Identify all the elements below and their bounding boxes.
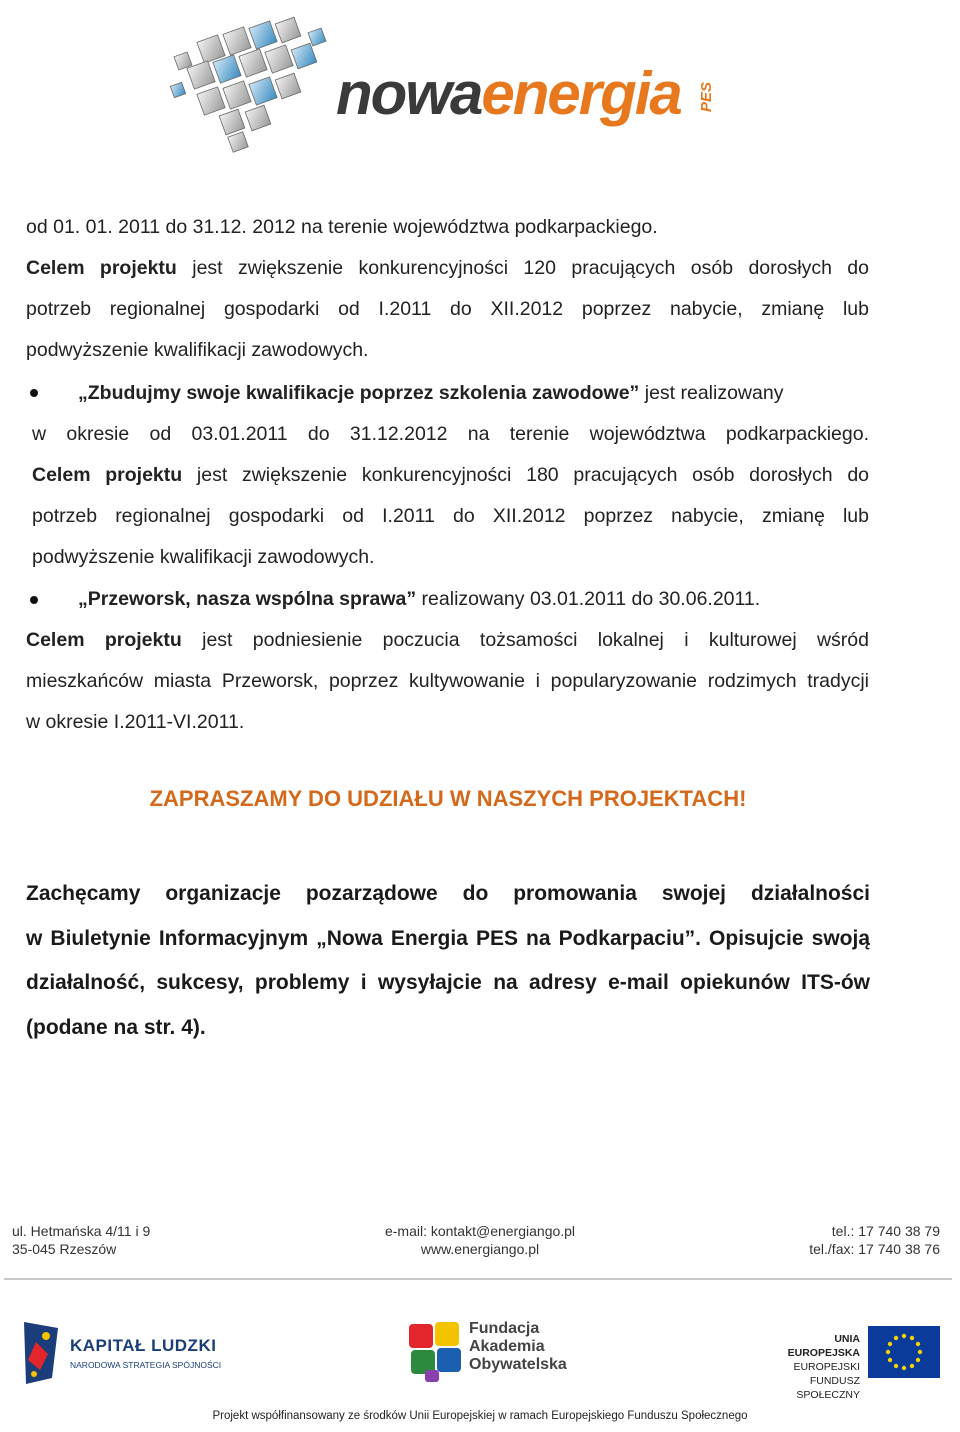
goal-text: jest zwiększenie konkurencyjności 180 pracujących osób dorosłych do — [182, 464, 869, 486]
goal-label: Celem projektu — [32, 464, 183, 486]
footer-fax: tel./fax: 17 740 38 76 — [809, 1241, 940, 1257]
eu-logo — [760, 1326, 950, 1401]
project-3-title: „Przeworsk, nasza wspólna sprawa” — [78, 588, 417, 610]
project-3-title-rest: realizowany 03.01.2011 do 30.06.2011. — [416, 588, 761, 610]
kapital-ludzki-icon — [18, 1318, 66, 1388]
footer-online — [380, 1222, 580, 1258]
text-line: (podane na str. 4). — [26, 1015, 206, 1039]
text-line: w okresie I.2011-VI.2011. — [26, 711, 245, 733]
text-line — [26, 248, 869, 289]
kl-subtitle: NARODOWA STRATEGIA SPÓJNOŚCI — [70, 1360, 222, 1370]
text-line — [78, 373, 868, 414]
goal-text: jest zwiększenie konkurencyjności 120 pracujących osób dorosłych do — [176, 257, 869, 279]
logo-wordmark — [336, 60, 681, 127]
text-line: w okresie od 03.01.2011 do 31.12.2012 na terenie województwa podkarpackiego. — [32, 423, 869, 445]
fundacja-line: Akademia — [469, 1338, 545, 1355]
logo-pes-suffix: PES — [698, 81, 715, 112]
text-line: Zachęcamy organizacje pozarządowe do promowania swojej działalności — [26, 882, 870, 905]
bullet-icon — [30, 596, 38, 604]
text-line: potrzeb regionalnej gospodarki od I.2011 do XII.2012 poprzez nabycie, zmianę lub — [32, 505, 869, 527]
text-line — [26, 620, 869, 661]
paragraph-project-3 — [26, 620, 869, 743]
address-street: ul. Hetmańska 4/11 i 9 — [12, 1223, 151, 1239]
footer-tel: tel.: 17 740 38 79 — [831, 1223, 940, 1239]
paragraph-project-2 — [32, 414, 869, 578]
cofinancing-note: Projekt współfinansowany ze środków Unii Europejskiej w ramach Europejskiego Funduszu Społecznego — [212, 1410, 748, 1422]
logo-word-energia: energia — [481, 60, 681, 127]
text-line — [78, 579, 868, 620]
encourage-paragraph — [26, 872, 870, 1050]
footer-phones — [809, 1222, 940, 1258]
text-line — [32, 455, 869, 496]
text-line: działalność, sukcesy, problemy i wysyłajcie na adresy e-mail opiekunów ITS-ów — [26, 971, 870, 994]
text-line: potrzeb regionalnej gospodarki od I.2011 do XII.2012 poprzez nabycie, zmianę lub — [26, 298, 869, 320]
text-line: podwyższenie kwalifikacji zawodowych. — [26, 339, 369, 361]
fundacja-line: Obywatelska — [469, 1356, 567, 1373]
kl-title: KAPITAŁ LUDZKI — [70, 1336, 217, 1355]
text-line: w Biuletynie Informacyjnym „Nowa Energia PES na Podkarpaciu”. Opisujcie swoją — [26, 926, 870, 950]
project-2-title-line — [78, 373, 868, 414]
invite-heading: ZAPRASZAMY DO UDZIAŁU W NASZYCH PROJEKTACH! — [149, 786, 747, 811]
fundacja-name — [469, 1320, 567, 1374]
nowa-energia-logo — [160, 8, 740, 158]
fundacja-logo — [405, 1318, 585, 1388]
cubes-logo-icon — [160, 8, 350, 158]
bullet-icon — [30, 389, 38, 397]
kapital-ludzki-logo — [18, 1318, 228, 1388]
paragraph-project-1 — [26, 207, 869, 371]
goal-text: jest podniesienie poczucia tożsamości lokalnej i kulturowej wśród — [181, 629, 869, 651]
text-line: od 01. 01. 2011 do 31.12. 2012 na terenie województwa podkarpackiego. — [26, 216, 658, 238]
project-3-title-line — [78, 579, 868, 620]
footer-email[interactable]: e-mail: kontakt@energiango.pl — [384, 1223, 576, 1239]
text-line: mieszkańców miasta Przeworsk, poprzez kultywowanie i popularyzowanie rodzimych tradycji — [26, 670, 869, 692]
project-2-title-rest: jest realizowany — [639, 382, 784, 404]
logo-word-nowa: nowa — [336, 60, 482, 127]
fundacja-line: Fundacja — [469, 1320, 540, 1337]
goal-label: Celem projektu — [26, 257, 177, 279]
text-line: podwyższenie kwalifikacji zawodowych. — [32, 546, 375, 568]
footer-www[interactable]: www.energiango.pl — [420, 1241, 540, 1257]
eu-text — [760, 1332, 860, 1402]
eu-line: EUROPEJSKI — [793, 1361, 860, 1373]
puzzle-icon — [405, 1318, 467, 1384]
eu-line: UNIA EUROPEJSKA — [787, 1333, 860, 1359]
footer-address — [12, 1222, 150, 1258]
address-city: 35-045 Rzeszów — [12, 1241, 117, 1257]
eu-flag-icon — [868, 1326, 940, 1378]
eu-line: FUNDUSZ SPOŁECZNY — [796, 1375, 860, 1401]
project-2-title: „Zbudujmy swoje kwalifikacje poprzez szkolenia zawodowe” — [78, 382, 640, 404]
footer-divider — [4, 1278, 952, 1280]
goal-label: Celem projektu — [26, 629, 182, 651]
